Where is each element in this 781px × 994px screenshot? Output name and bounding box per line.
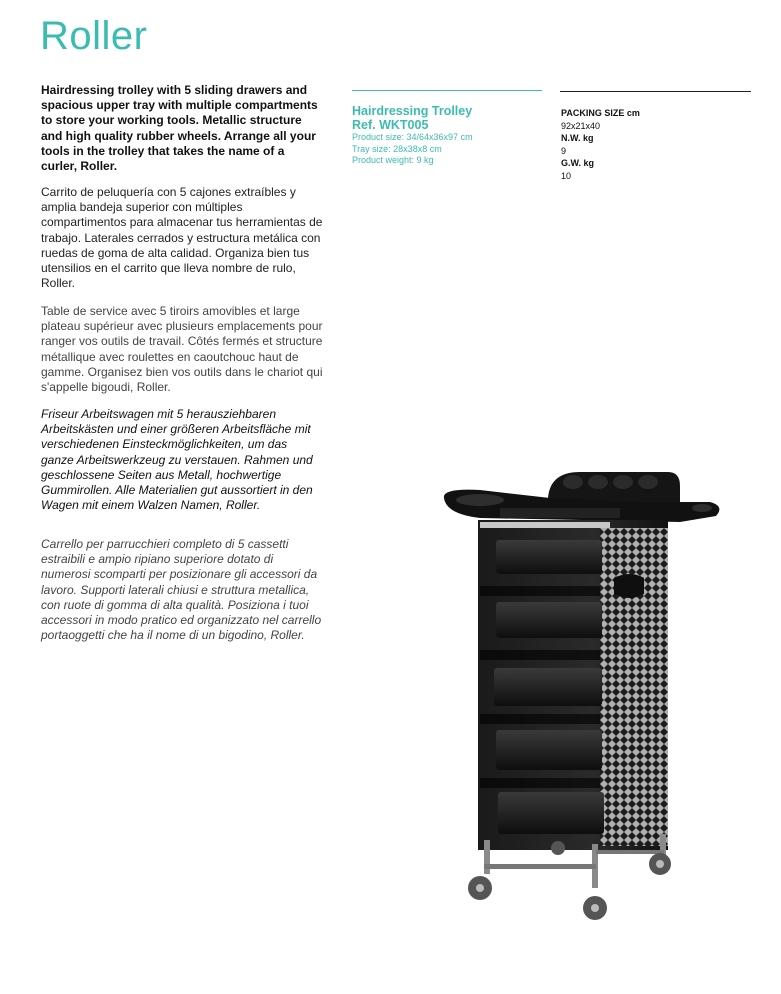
product-name: Hairdressing Trolley [352,104,473,118]
description-english: Hairdressing trolley with 5 sliding drawers and spacious upper tray with multiple compartments to store your working tools. Metallic structure and high quality rubber wheels. Arrange all your tools in the trolley that takes the name of a curler, Roller. [41,83,318,174]
net-weight-label: N.W. kg [561,133,594,143]
description-spanish: Carrito de peluquería con 5 cajones extraíbles y amplia bandeja superior con múltiples compartimentos para almacenar tus herramientas de trabajo. Laterales cerrados y estructura metálica con ruedas de goma de alta calidad. Organiza bien tus utensilios en el carrito que lleva nombre de rulo, Roller. [41,185,323,291]
gross-weight-value: 10 [561,170,572,181]
net-weight-value: 9 [561,145,567,156]
trolley-product-image [440,468,730,938]
product-spec-block [352,104,552,167]
gross-weight-label: G.W. kg [561,158,595,168]
spec-divider [352,90,542,91]
description-italian: Carrello per parrucchieri completo di 5 cassetti estraibili e ampio ripiano superiore dotato di numerosi scomparti per posizionare gli accessori da lavoro. Supporti laterali chiusi e struttura metallica, con ruote di gomma di alta qualità. Posiziona i tuoi accessori in modo pratico ed organizzato nel carrello portaoggetti che ha il nome di un bigodino, Roller. [41,537,322,643]
packing-block [561,107,711,182]
tray-size: Tray size: 28x38x8 cm [352,143,442,154]
packing-divider [560,91,751,92]
description-french: Table de service avec 5 tiroirs amovibles et large plateau supérieur avec plusieurs emplacements pour ranger vos outils de travail. Côtés fermés et structure métallique avec roulettes en caoutchouc haut de gamme. Organisez bien vos outils dans le chariot qui s'appelle bigoudi, Roller. [41,304,323,395]
page-title: Roller [40,14,148,58]
description-german: Friseur Arbeitswagen mit 5 herausziehbaren Arbeitskästen und einer größeren Arbeitsfläche mit verschiedenen Einsteckmöglichkeiten, um das ganze Arbeitswerkzeug zu verstauen. Rahmen und geschlossene Seiten aus Metall, hochwertige Gummirollen. Alle Materialien gut aussortiert in den Wagen mit einem Walzen Namen, Roller. [41,407,313,513]
product-weight: Product weight: 9 kg [352,155,434,165]
packing-size-label: PACKING SIZE cm [561,108,640,118]
product-size: Product size: 34/64x36x97 cm [352,132,473,142]
product-reference: Ref. WKT005 [352,118,429,132]
packing-size-value: 92x21x40 [561,120,601,131]
